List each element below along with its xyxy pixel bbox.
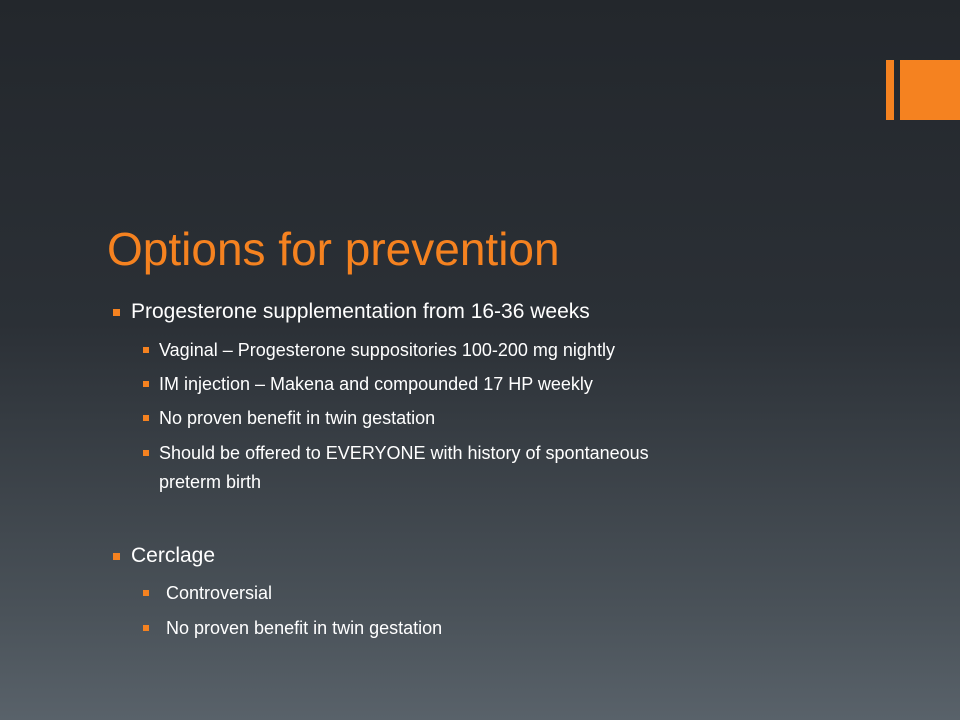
bullet-progesterone (131, 299, 590, 325)
sub-bullet-text: Vaginal – Progesterone suppositories 100-200 mg nightly (159, 340, 615, 360)
bullet-text: Cerclage (131, 544, 216, 567)
sub-bullet-offered-everyone (159, 439, 649, 467)
square-bullet-icon (113, 553, 120, 560)
square-bullet-icon (143, 381, 149, 387)
sub-bullet-text: No proven benefit in twin gestation (159, 408, 436, 428)
square-bullet-icon (143, 625, 149, 631)
sub-bullet-controversial (166, 579, 272, 607)
sub-bullet-text: No proven benefit in twin gestation (166, 618, 443, 638)
sub-bullet-text: Controversial (166, 583, 273, 603)
slide-title: Options for prevention (107, 223, 560, 275)
square-bullet-icon (143, 347, 149, 353)
sub-bullet-no-benefit-cerclage (166, 614, 442, 642)
sub-bullet-no-benefit (159, 404, 435, 432)
square-bullet-icon (143, 415, 149, 421)
sub-bullet-text: IM injection – Makena and compounded 17 HP weekly (159, 374, 593, 394)
sub-bullet-im-injection (159, 370, 593, 398)
square-bullet-icon (113, 309, 120, 316)
sub-bullet-text: Should be offered to EVERYONE with history of spontaneous (159, 443, 649, 463)
square-bullet-icon (143, 450, 149, 456)
square-bullet-icon (143, 590, 149, 596)
bullet-text: Progesterone supplementation from 16-36 weeks (131, 300, 590, 323)
sub-bullet-text: preterm birth (159, 472, 262, 492)
bullet-cerclage (131, 543, 215, 569)
sub-bullet-offered-everyone-continued (159, 468, 261, 496)
sub-bullet-vaginal (159, 336, 615, 364)
